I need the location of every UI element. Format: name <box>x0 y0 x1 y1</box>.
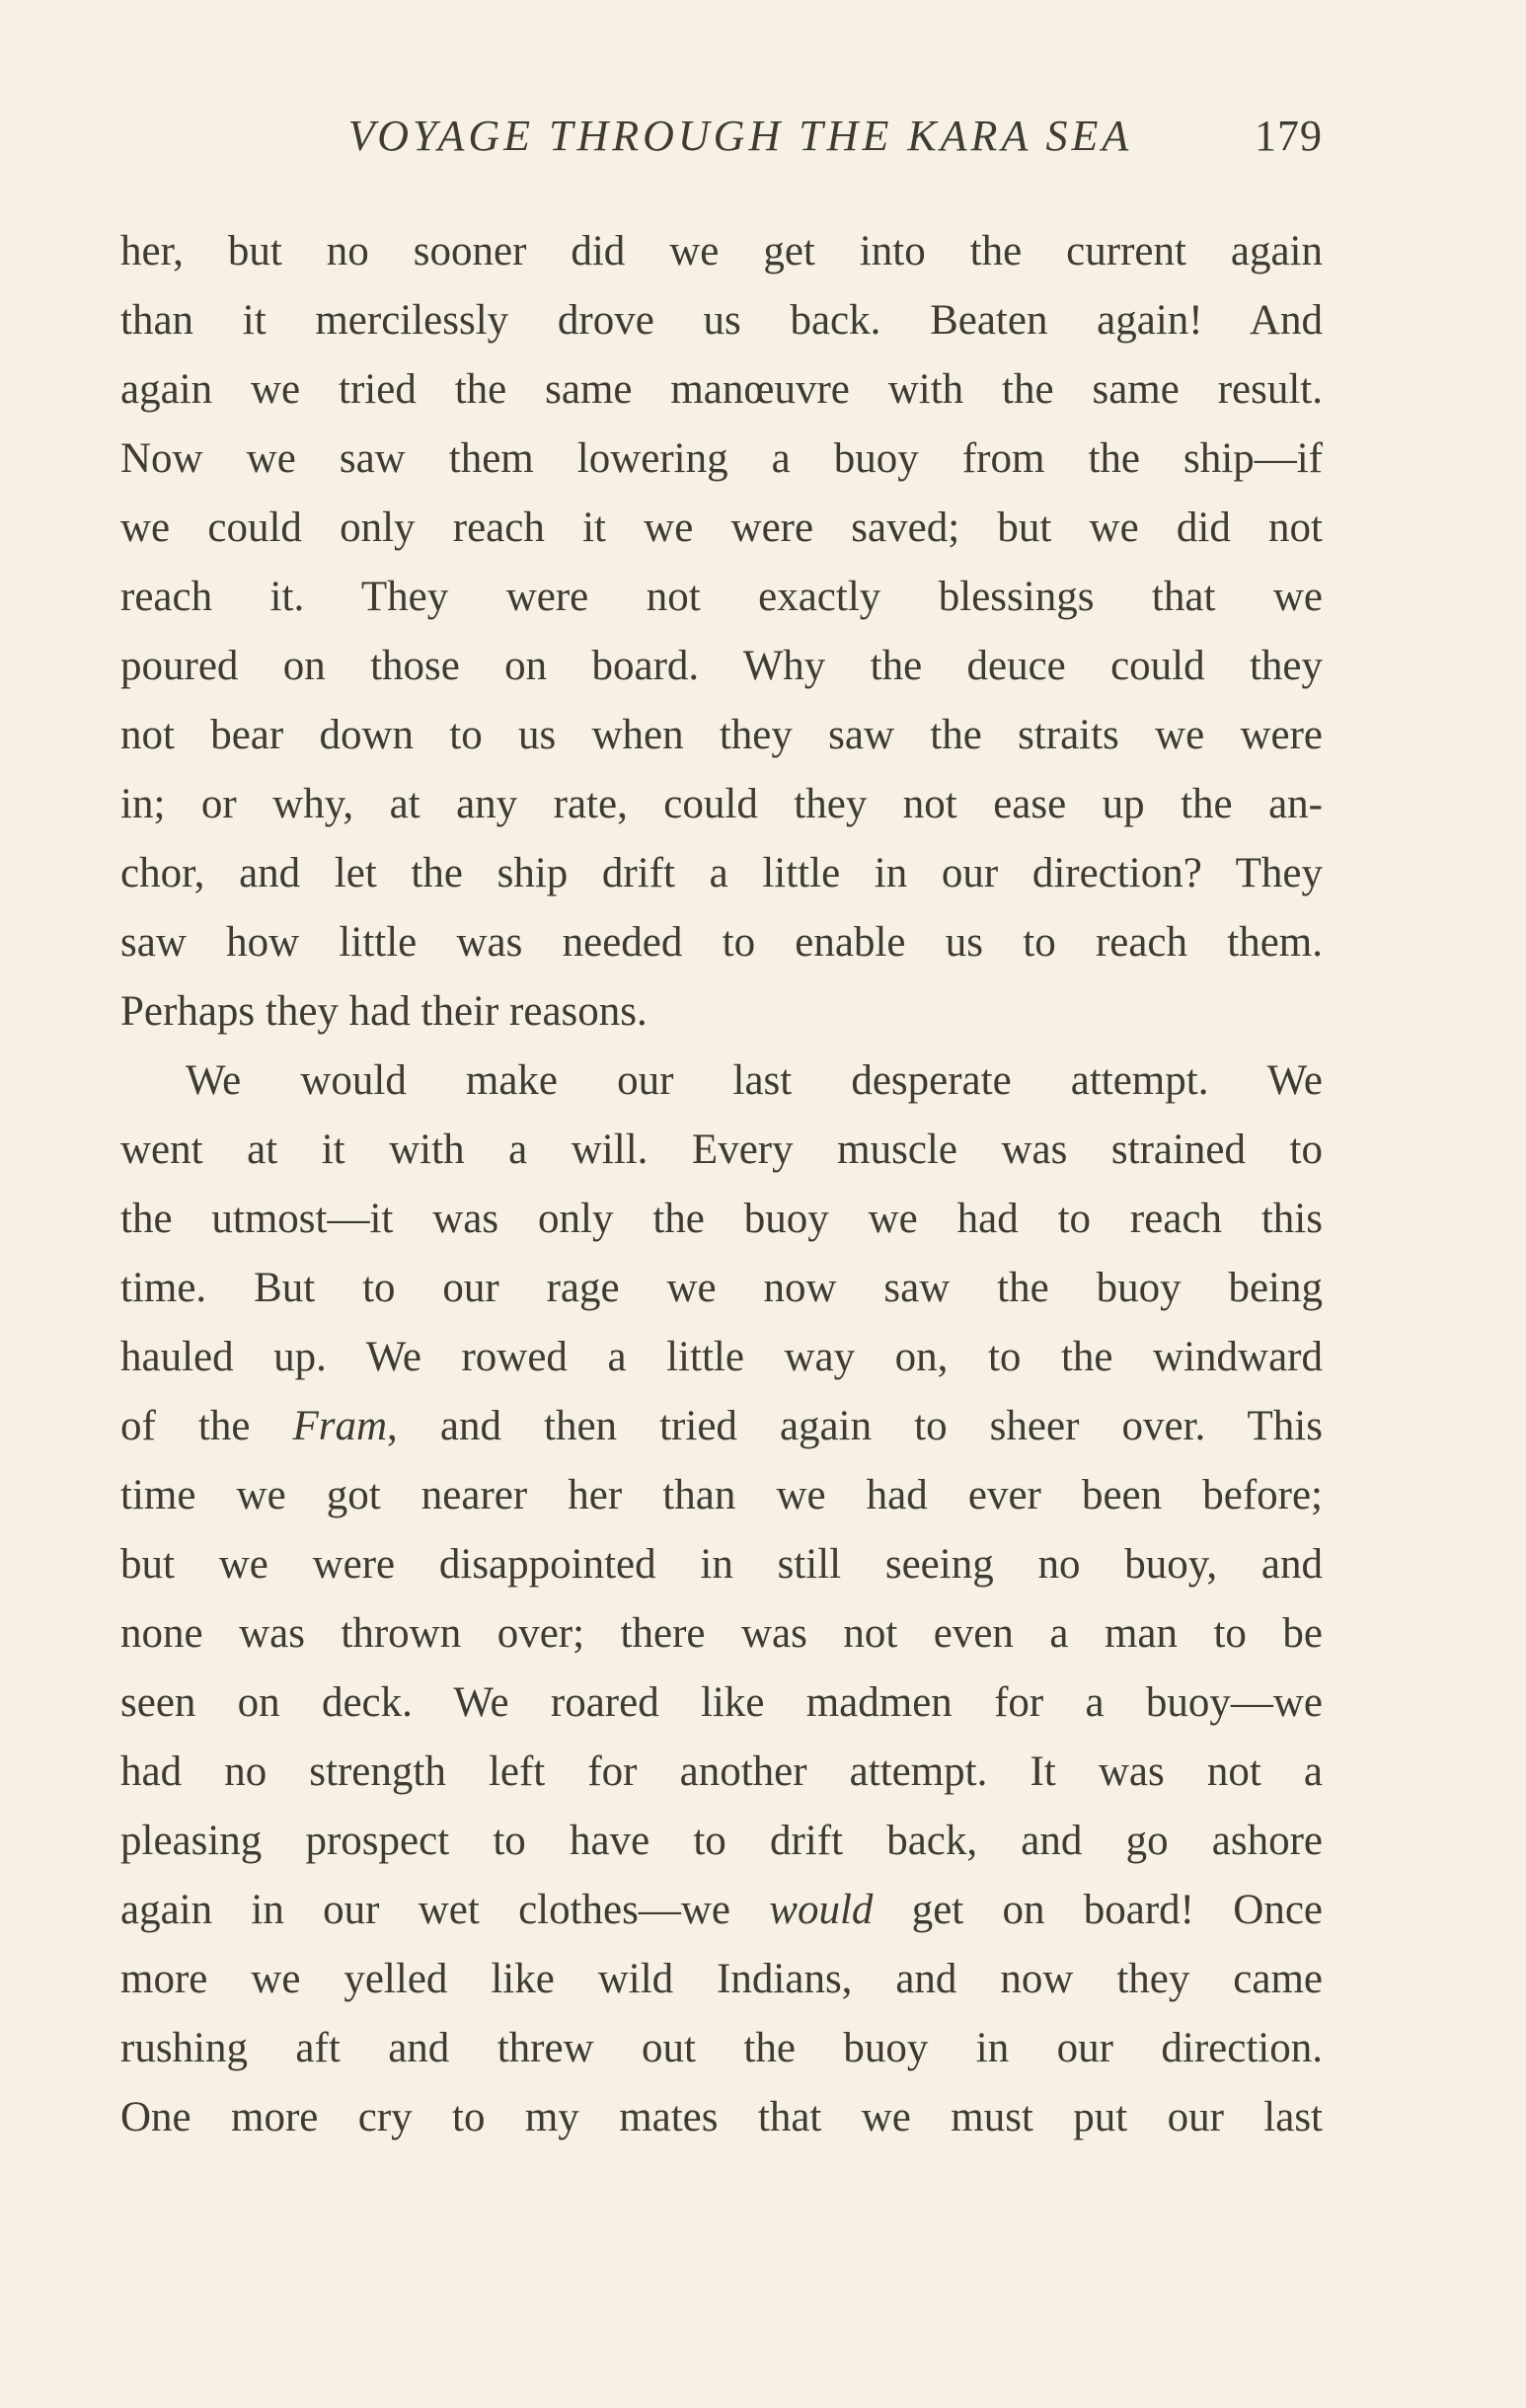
text-line: hauled up. We rowed a little way on, to the windward <box>120 1334 1323 1380</box>
italic-ship-name: Fram <box>292 1403 388 1449</box>
text-line: we could only reach it we were saved; but we did not <box>120 505 1323 551</box>
text-segment: , and then tried again to sheer over. This <box>387 1403 1323 1449</box>
text-line: time we got nearer her than we had ever been before; <box>120 1472 1323 1518</box>
text-line: not bear down to us when they saw the straits we were <box>120 712 1323 758</box>
text-line: chor, and let the ship drift a little in our direction? They <box>120 850 1323 896</box>
text-line: poured on those on board. Why the deuce could they <box>120 643 1323 689</box>
text-line: One more cry to my mates that we must put our last <box>120 2094 1323 2140</box>
text-line-with-italic <box>120 1392 1323 1461</box>
text-segment: of the <box>120 1403 293 1449</box>
running-head <box>120 107 1323 166</box>
text-line: had no strength left for another attempt. It was not a <box>120 1748 1323 1795</box>
paragraph-start-line: We would make our last desperate attempt. We <box>186 1057 1323 1104</box>
text-line: went at it with a will. Every muscle was strained to <box>120 1126 1323 1173</box>
text-line: rushing aft and threw out the buoy in our direction. <box>120 2025 1323 2071</box>
text-line: seen on deck. We roared like madmen for a buoy—we <box>120 1679 1323 1726</box>
running-title: VOYAGE THROUGH THE KARA SEA <box>347 112 1133 160</box>
text-line: none was thrown over; there was not even a man to be <box>120 1610 1323 1657</box>
page-number: 179 <box>1255 112 1323 160</box>
text-line: but we were disappointed in still seeing no buoy, and <box>120 1541 1323 1588</box>
text-line: Now we saw them lowering a buoy from the ship—if <box>120 435 1323 482</box>
text-segment: get on board! Once <box>873 1887 1323 1933</box>
text-line: time. But to our rage we now saw the buoy being <box>120 1265 1323 1311</box>
text-line-with-italic <box>120 1876 1323 1945</box>
text-segment: again in our wet clothes—we <box>120 1887 770 1933</box>
text-line: in; or why, at any rate, could they not ease up the an- <box>120 781 1323 827</box>
text-line: saw how little was needed to enable us to reach them. <box>120 919 1323 966</box>
text-line: her, but no sooner did we get into the current again <box>120 228 1323 274</box>
paragraph-end-line: Perhaps they had their reasons. <box>120 988 648 1035</box>
italic-emphasis: would <box>769 1887 874 1933</box>
text-line: pleasing prospect to have to drift back, and go ashore <box>120 1818 1323 1864</box>
text-line: reach it. They were not exactly blessings that we <box>120 574 1323 620</box>
body-text <box>120 217 1323 2152</box>
text-line: again we tried the same manœuvre with the same result. <box>120 366 1323 413</box>
text-line: the utmost—it was only the buoy we had to reach this <box>120 1196 1323 1242</box>
text-line: than it mercilessly drove us back. Beaten again! And <box>120 297 1323 344</box>
text-line: more we yelled like wild Indians, and now they came <box>120 1956 1323 2002</box>
